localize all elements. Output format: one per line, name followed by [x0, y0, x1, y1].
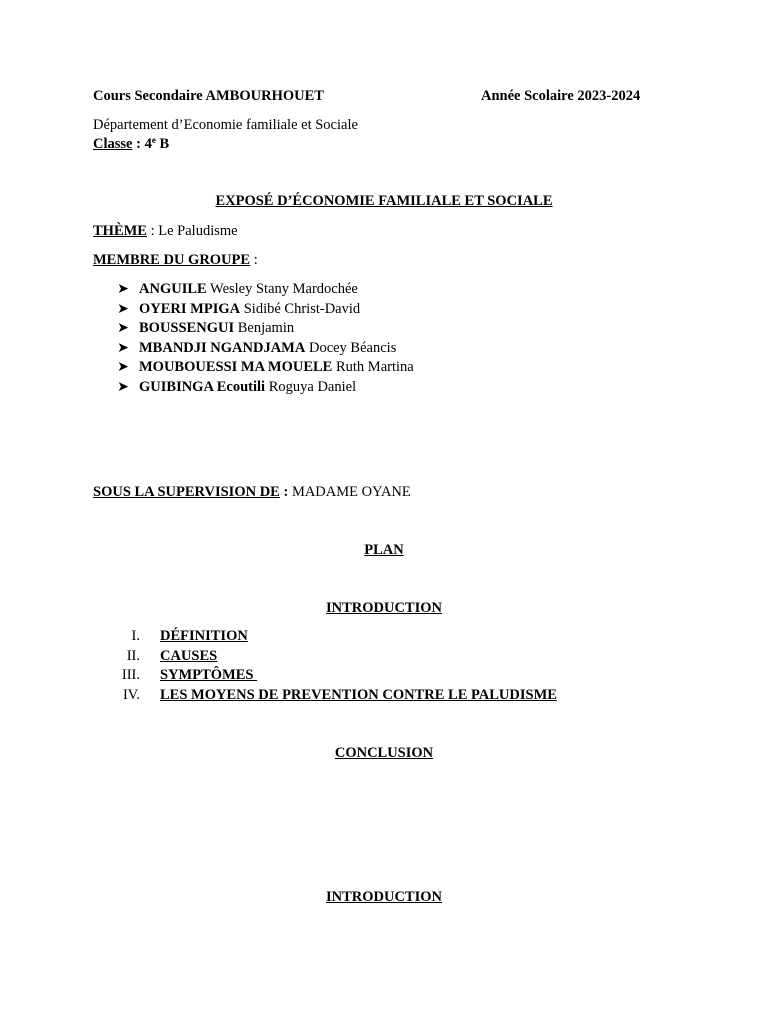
group-label: MEMBRE DU GROUPE — [93, 252, 251, 268]
plan-introduction: INTRODUCTION — [325, 600, 442, 616]
theme-value: Le Paludisme — [158, 223, 238, 239]
supervision-line — [93, 484, 411, 501]
theme-sep: : — [146, 223, 159, 239]
group-heading — [93, 252, 258, 269]
plan-item — [100, 667, 557, 687]
plan-item-number: I. — [131, 628, 140, 644]
theme-line — [93, 223, 238, 240]
class-line — [93, 136, 169, 153]
plan-item-number: III. — [121, 667, 140, 683]
plan-item — [100, 648, 557, 668]
department: Département d’Economie familiale et Sociale — [93, 117, 358, 133]
list-item — [117, 340, 414, 360]
member-last-name: OYERI MPIGA — [139, 300, 241, 317]
supervision-sep: : — [279, 484, 289, 500]
arrow-bullet-icon: ➤ — [117, 340, 129, 356]
plan-item-text: DÉFINITION — [160, 628, 248, 644]
plan-item-text: CAUSES — [160, 647, 218, 664]
plan-title: PLAN — [364, 542, 404, 558]
arrow-bullet-icon: ➤ — [117, 282, 129, 297]
arrow-bullet-icon: ➤ — [117, 379, 129, 395]
member-first-name: Ruth Martina — [332, 359, 414, 375]
plan-item-number: II. — [126, 647, 140, 664]
plan-item-text: SYMPTÔMES — [160, 667, 258, 683]
member-first-name: Wesley Stany Mardochée — [206, 281, 358, 297]
member-last-name: BOUSSENGUI — [139, 320, 235, 336]
school-year: Année Scolaire 2023-2024 — [481, 88, 641, 104]
member-list — [117, 281, 414, 398]
class-sep: : — [132, 136, 145, 152]
arrow-bullet-icon: ➤ — [117, 301, 129, 317]
theme-label: THÈME — [93, 223, 147, 239]
list-item — [117, 359, 414, 379]
class-sup: e — [151, 135, 156, 145]
member-last-name: MBANDJI NGANDJAMA — [139, 339, 306, 356]
member-first-name: Sidibé Christ-David — [240, 300, 361, 317]
plan-item-number: IV. — [122, 686, 140, 703]
supervision-label: SOUS LA SUPERVISION DE — [93, 484, 280, 500]
section-heading-introduction: INTRODUCTION — [325, 889, 442, 905]
class-num: 4 — [144, 136, 152, 152]
list-item — [117, 301, 414, 321]
list-item — [117, 320, 414, 340]
class-label: Classe — [93, 136, 133, 152]
member-last-name: MOUBOUESSI MA MOUELE — [139, 359, 333, 375]
group-sep: : — [250, 252, 258, 268]
member-first-name: Docey Béancis — [305, 339, 397, 356]
member-first-name: Roguya Daniel — [265, 378, 357, 395]
arrow-bullet-icon: ➤ — [117, 321, 129, 336]
plan-item-text: LES MOYENS DE PREVENTION CONTRE LE PALUDISME — [160, 686, 557, 703]
arrow-bullet-icon: ➤ — [117, 360, 129, 375]
school-name: Cours Secondaire AMBOURHOUET — [93, 88, 324, 104]
member-last-name: ANGUILE — [139, 281, 207, 297]
supervisor-name: MADAME OYANE — [288, 484, 411, 500]
list-item — [117, 379, 414, 399]
document-title: EXPOSÉ D’ÉCONOMIE FAMILIALE ET SOCIALE — [215, 193, 553, 209]
plan-item — [100, 687, 557, 707]
member-last-name: GUIBINGA Ecoutili — [139, 378, 266, 395]
class-letter: B — [155, 136, 170, 152]
plan-list — [100, 628, 557, 706]
plan-conclusion: CONCLUSION — [334, 745, 434, 761]
plan-item — [100, 628, 557, 648]
list-item — [117, 281, 414, 301]
member-first-name: Benjamin — [234, 320, 295, 336]
